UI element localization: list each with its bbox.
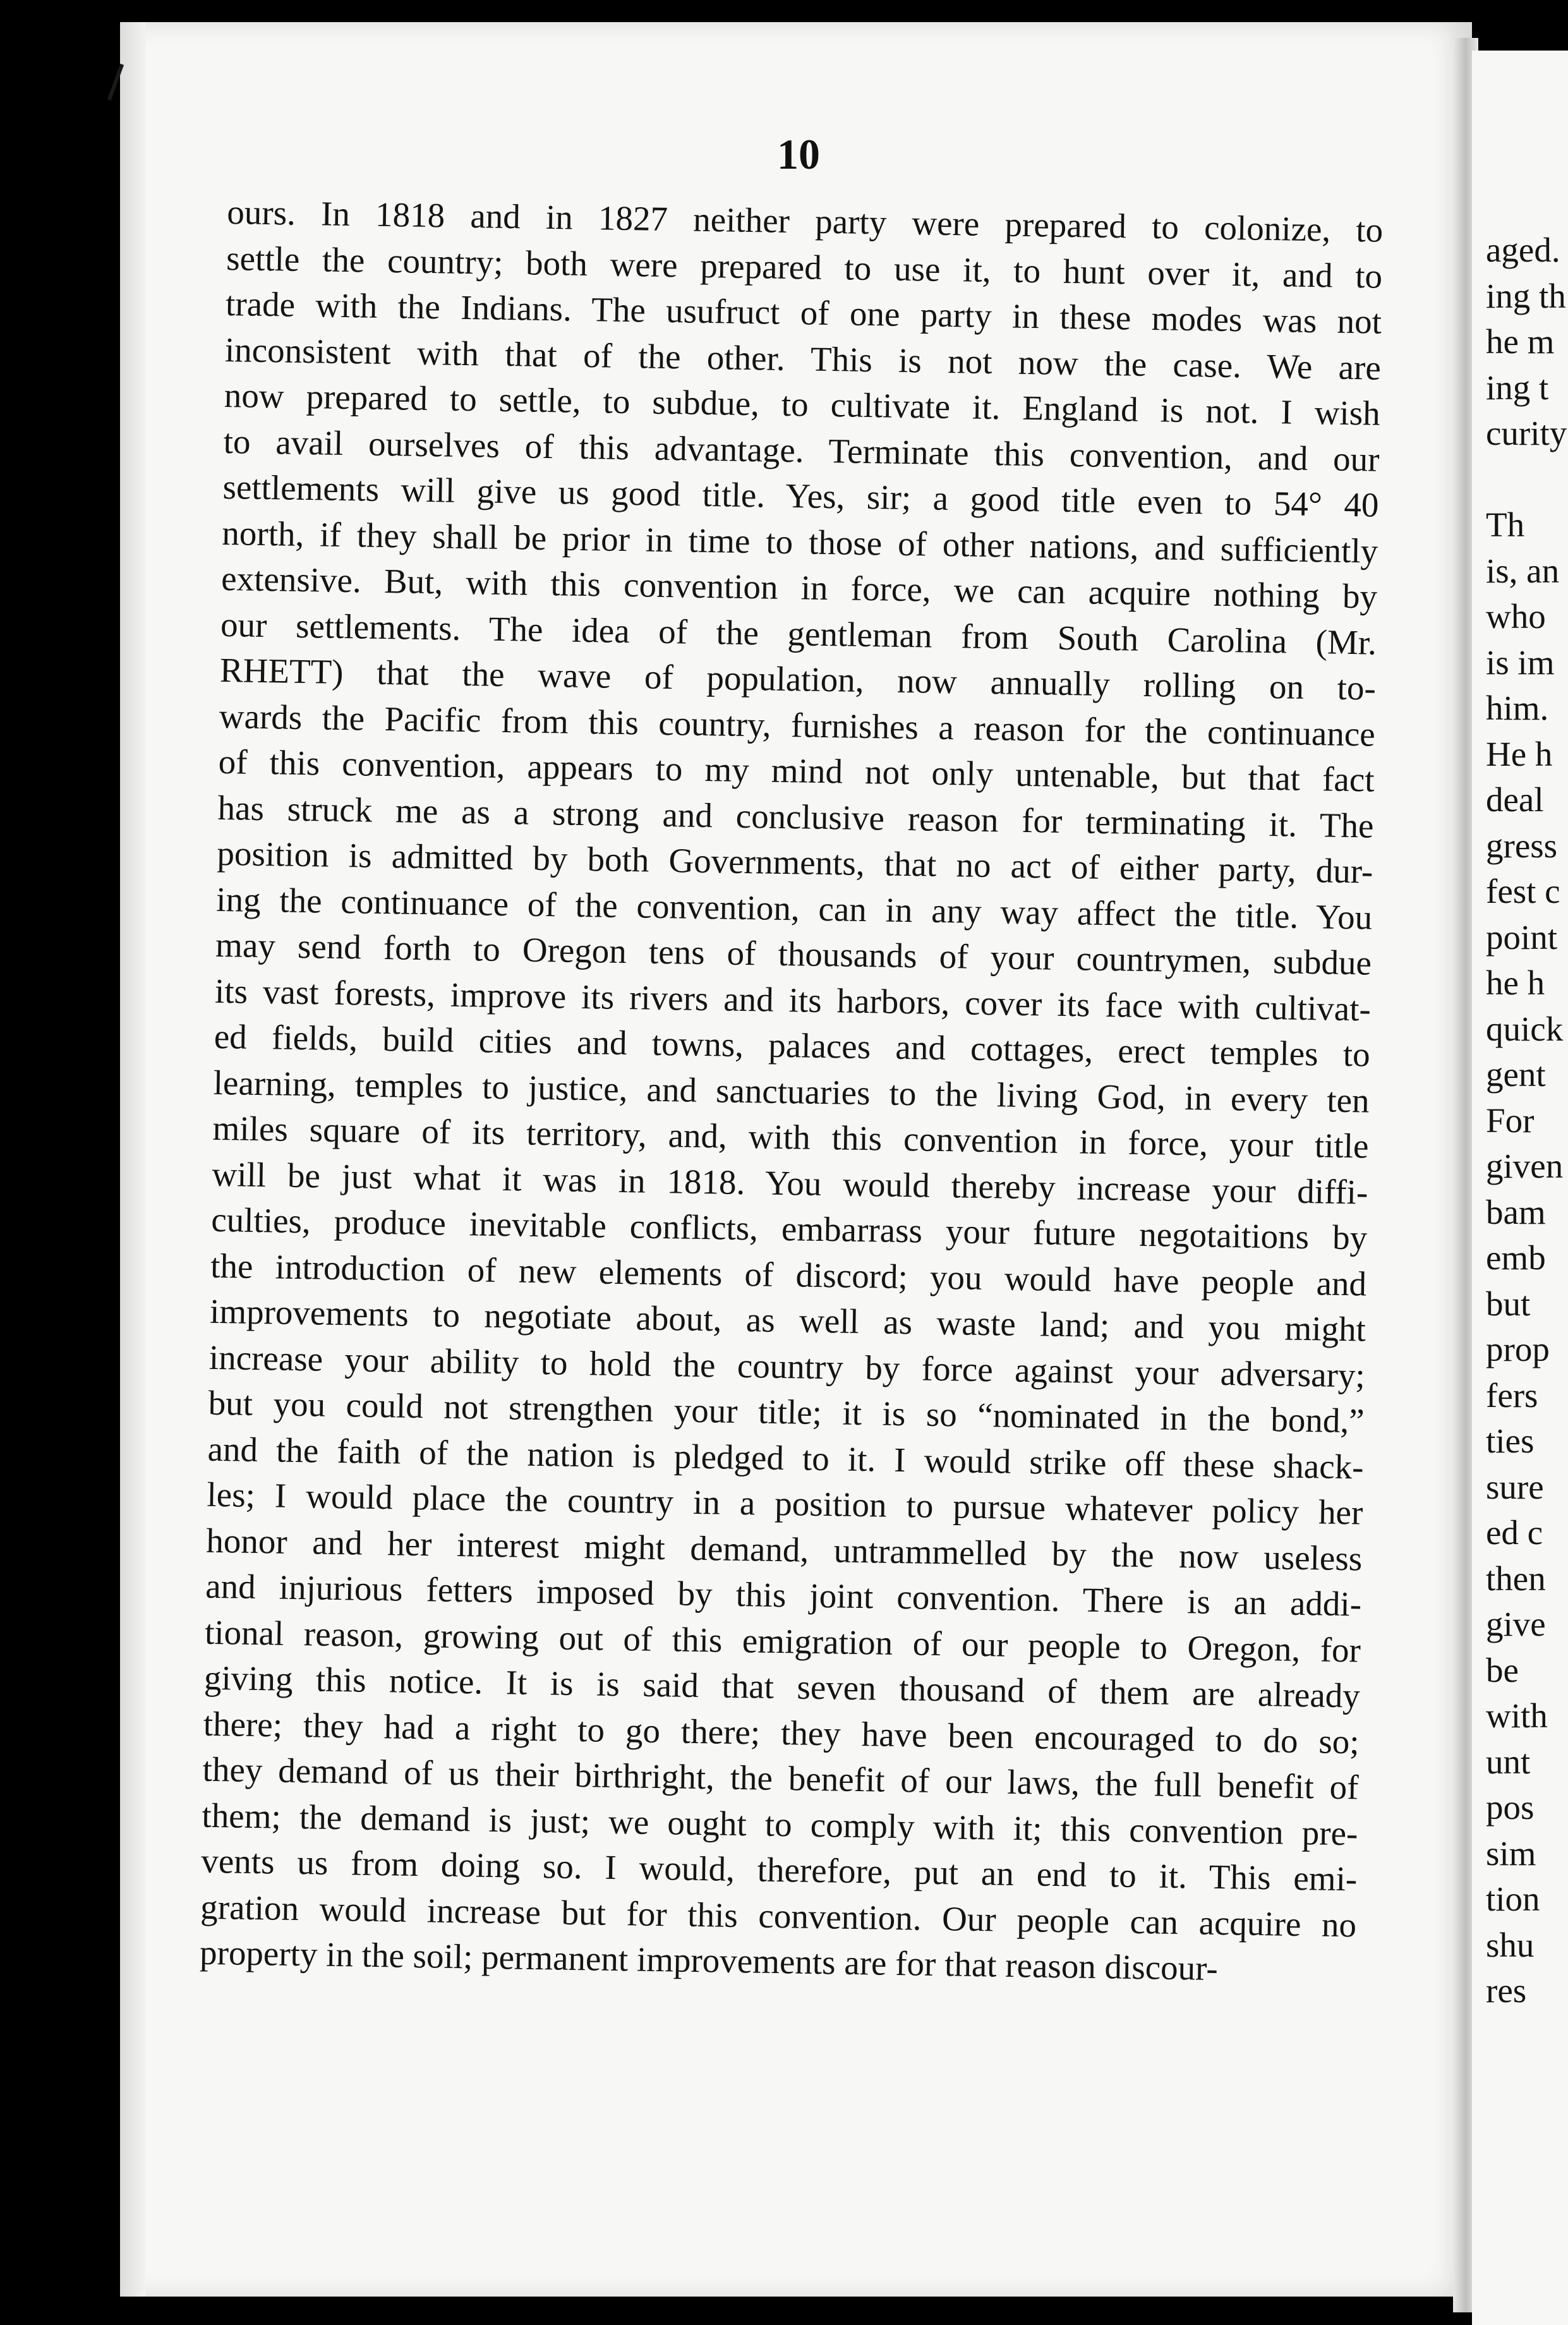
- text-line-fragment: ed c: [1486, 1513, 1543, 1552]
- text-line-fragment: curity: [1486, 414, 1567, 452]
- text-line: improvements to negotiate about, as well as waste land; and you might: [209, 1291, 1366, 1349]
- text-line-fragment: give: [1486, 1605, 1546, 1643]
- right-page-fragment: [1472, 51, 1568, 2325]
- text-line: RHETT) that the wave of population, now annually rolling on to-: [219, 650, 1377, 708]
- text-line-fragment: Th: [1486, 505, 1525, 544]
- text-line-fragment: res: [1486, 1971, 1527, 2010]
- text-line-fragment: gress: [1486, 826, 1558, 865]
- text-line-fragment: him.: [1486, 689, 1549, 727]
- text-line-fragment: point: [1486, 917, 1558, 957]
- text-line: increase your ability to hold the country by force against your adversary;: [208, 1338, 1366, 1395]
- text-line-fragment: quick: [1486, 1009, 1564, 1048]
- text-line-fragment: gent: [1486, 1055, 1546, 1094]
- text-line: and the faith of the nation is pledged to it. I would strike off these shack-: [207, 1429, 1364, 1486]
- text-line: ours. In 1818 and in 1827 neither party were prepared to colonize, to: [226, 192, 1384, 250]
- text-line-fragment: sim: [1486, 1833, 1536, 1873]
- text-line-fragment: He h: [1486, 734, 1553, 773]
- text-line: les; I would place the country in a position to pursue whatever policy her: [207, 1475, 1363, 1532]
- text-line-fragment: pos: [1486, 1788, 1535, 1827]
- text-line-fragment: then: [1486, 1559, 1546, 1598]
- text-line-fragment: prop: [1486, 1330, 1550, 1368]
- left-page-edge: [120, 22, 145, 2297]
- text-line: them; the demand is just; we ought to comply with it; this convention pre-: [202, 1796, 1358, 1852]
- text-line: miles square of its territory, and, with this convention in force, your title: [212, 1108, 1369, 1166]
- text-line-fragment: with: [1486, 1696, 1548, 1735]
- text-line: will be just what it was in 1818. You would thereby increase your diffi-: [212, 1154, 1368, 1212]
- text-line: has struck me as a strong and conclusive reason for terminating it. The: [217, 788, 1374, 845]
- text-line-fragment: ing t: [1486, 368, 1549, 407]
- text-line: settle the country; both were prepared to use it, to hunt over it, and to: [226, 238, 1383, 296]
- text-line: giving this notice. It is is said that seven thousand of them are already: [203, 1658, 1361, 1715]
- text-line: position is admitted by both Governments, that no act of either party, dur-: [217, 833, 1373, 891]
- text-line: and injurious fetters imposed by this joint convention. There is an addi-: [205, 1566, 1362, 1624]
- text-line: vents us from doing so. I would, therefore, put an end to it. This emi-: [200, 1841, 1358, 1899]
- text-line: ed fields, build cities and towns, palaces and cottages, erect temples to: [214, 1017, 1371, 1074]
- text-line: culties, produce inevitable conflicts, embarrass your future negotaitions by: [210, 1200, 1368, 1257]
- text-line-fragment: sure: [1486, 1467, 1544, 1506]
- text-line-fragment: fest c: [1486, 872, 1560, 910]
- text-line: to avail ourselves of this advantage. Terminate this convention, and our: [223, 421, 1380, 479]
- text-line-fragment: ing th: [1486, 276, 1566, 315]
- text-line-fragment: is im: [1486, 643, 1555, 682]
- text-line: property in the soil; permanent improvements are for that reason discour-: [199, 1933, 1219, 1988]
- text-line-fragment: tion: [1486, 1880, 1540, 1918]
- text-line-fragment: For: [1486, 1101, 1535, 1140]
- text-line-fragment: is, an: [1486, 551, 1560, 590]
- text-line: may send forth to Oregon tens of thousands of your countrymen, subdue: [215, 925, 1372, 982]
- text-line-fragment: be: [1486, 1650, 1519, 1689]
- text-line: now prepared to settle, to subdue, to cultivate it. England is not. I wish: [224, 375, 1381, 433]
- text-line-fragment: shu: [1486, 1925, 1535, 1964]
- text-line: tional reason, growing out of this emigration of our people to Oregon, for: [204, 1612, 1361, 1669]
- text-line-fragment: aged.: [1486, 231, 1560, 269]
- text-line-fragment: deal: [1486, 780, 1544, 819]
- text-line-fragment: but: [1486, 1284, 1531, 1323]
- text-line-fragment: he h: [1486, 963, 1545, 1002]
- text-line-fragment: given: [1486, 1147, 1564, 1185]
- page-number: 10: [777, 130, 820, 178]
- text-line: north, if they shall be prior in time to those of other nations, and sufficiently: [221, 513, 1378, 571]
- right-page-body-text: [1486, 227, 1568, 2014]
- left-page-body-text: [200, 190, 1384, 1994]
- text-line: trade with the Indians. The usufruct of one party in these modes was not: [225, 284, 1382, 341]
- text-line: its vast forests, improve its rivers and its harbors, cover its face with cultivat-: [214, 971, 1372, 1029]
- text-line: inconsistent with that of the other. This is not now the case. We are: [224, 330, 1382, 387]
- text-line: they demand of us their birthright, the benefit of our laws, the full benefit of: [202, 1749, 1359, 1807]
- text-line: but you could not strengthen your title; it is so “nominated in the bond,”: [208, 1383, 1365, 1440]
- text-line: there; they had a right to go there; they have been encouraged to do so;: [203, 1704, 1360, 1761]
- text-line: our settlements. The idea of the gentleman from South Carolina (Mr.: [220, 605, 1377, 662]
- text-line-fragment: unt: [1486, 1742, 1531, 1781]
- text-line: ing the continuance of the convention, can in any way affect the title. You: [215, 879, 1373, 937]
- text-line-fragment: bam: [1486, 1192, 1546, 1231]
- text-line: settlements will give us good title. Yes, sir; a good title even to 54° 40: [222, 467, 1379, 524]
- text-line: honor and her interest might demand, untrammelled by the now useless: [205, 1521, 1363, 1578]
- text-line: wards the Pacific from this country, furnishes a reason for the continuance: [219, 696, 1376, 754]
- text-line-fragment: who: [1486, 597, 1546, 636]
- text-line: learning, temples to justice, and sanctuaries to the living God, in every ten: [213, 1063, 1370, 1120]
- text-line: gration would increase but for this convention. Our people can acquire no: [200, 1887, 1357, 1944]
- text-line-fragment: [1486, 457, 1568, 503]
- text-line-fragment: emb: [1486, 1238, 1546, 1277]
- text-line-fragment: ties: [1486, 1422, 1535, 1460]
- text-line: extensive. But, with this convention in force, we can acquire nothing by: [220, 559, 1378, 616]
- text-line-fragment: fers: [1486, 1375, 1538, 1415]
- text-line: the introduction of new elements of discord; you would have people and: [210, 1246, 1367, 1303]
- text-line-fragment: he m: [1486, 322, 1555, 361]
- text-line: of this convention, appears to my mind not only untenable, but that fact: [218, 742, 1375, 799]
